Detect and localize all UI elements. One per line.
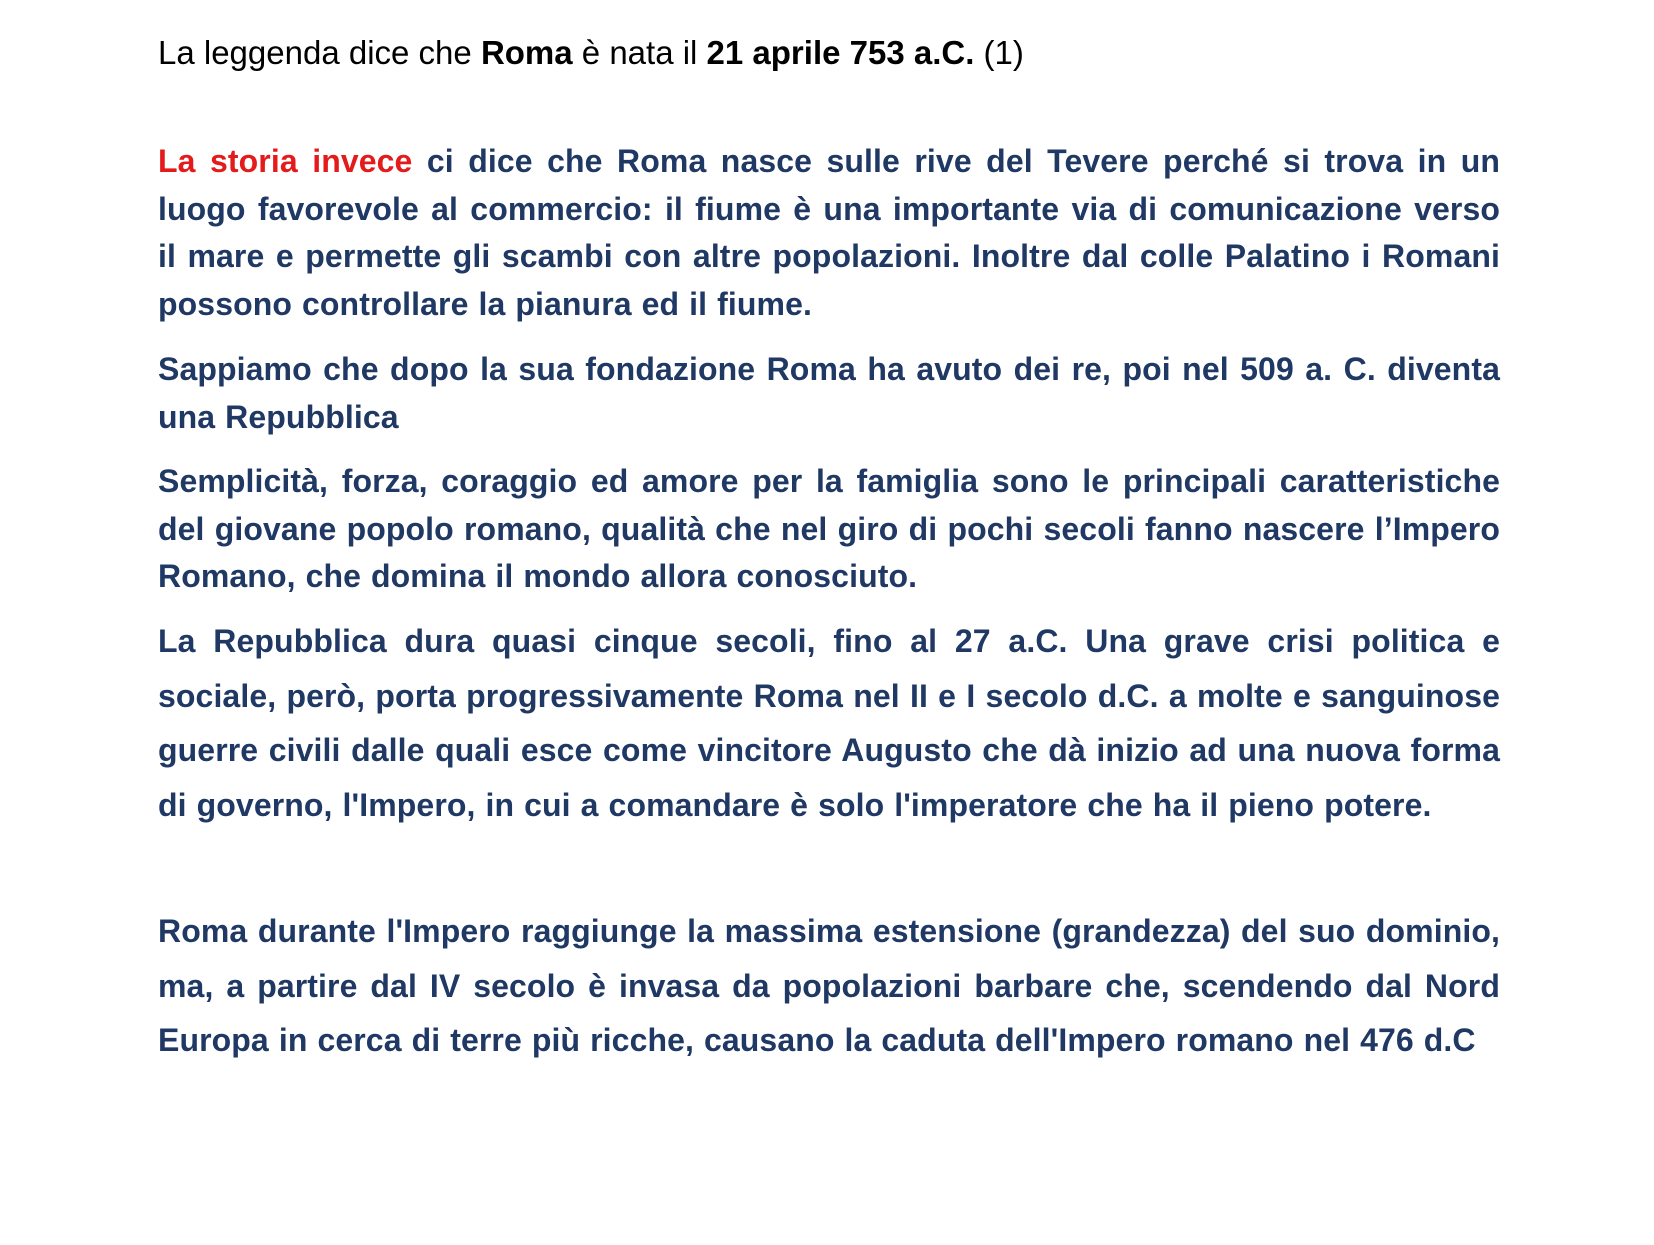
intro-middle: è nata il: [572, 34, 707, 71]
paragraph-crisis: La Repubblica dura quasi cinque secoli, fino al 27 a.C. Una grave crisi politica e sociale, però, porta progressivamente Roma nel II e I secolo d.C. a molte e sanguinose guerre civili dalle quali esce come vincitore Augusto che dà inizio ad una nuova forma di governo, l'Impero, in cui a comandare è solo l'imperatore che ha il pieno potere.: [158, 623, 1500, 823]
history-highlight: La storia invece: [158, 143, 413, 179]
paragraph-history: [158, 138, 1500, 328]
intro-date: 21 aprile 753 a.C.: [706, 34, 975, 71]
intro-prefix: La leggenda dice che: [158, 34, 481, 71]
intro-city: Roma: [480, 34, 573, 71]
paragraph-empire: Roma durante l'Impero raggiunge la massima estensione (grandezza) del suo dominio, ma, a partire dal IV secolo è invasa da popolazioni barbare che, scendendo dal Nord Europa in cerca di terre più ricche, causano la caduta dell'Impero romano nel 476 d.C: [158, 913, 1500, 1058]
paragraph-character: Semplicità, forza, coraggio ed amore per la famiglia sono le principali caratteristiche del giovane popolo romano, qualità che nel giro di pochi secoli fanno nascere l’Impero Romano, che domina il mondo allora conosciuto.: [158, 463, 1500, 594]
history-text: ci dice che Roma nasce sulle rive del Tevere perché si trova in un luogo favorevole al commercio: il fiume è una importante via di comunicazione verso il mare e permette gli scambi con altre popolazioni. Inoltre dal colle Palatino i Romani possono controllare la pianura ed il fiume.: [158, 143, 1500, 322]
intro-line: [158, 28, 1500, 78]
intro-note: (1): [974, 34, 1024, 71]
paragraph-republic: Sappiamo che dopo la sua fondazione Roma ha avuto dei re, poi nel 509 a. C. diventa una Repubblica: [158, 351, 1500, 435]
